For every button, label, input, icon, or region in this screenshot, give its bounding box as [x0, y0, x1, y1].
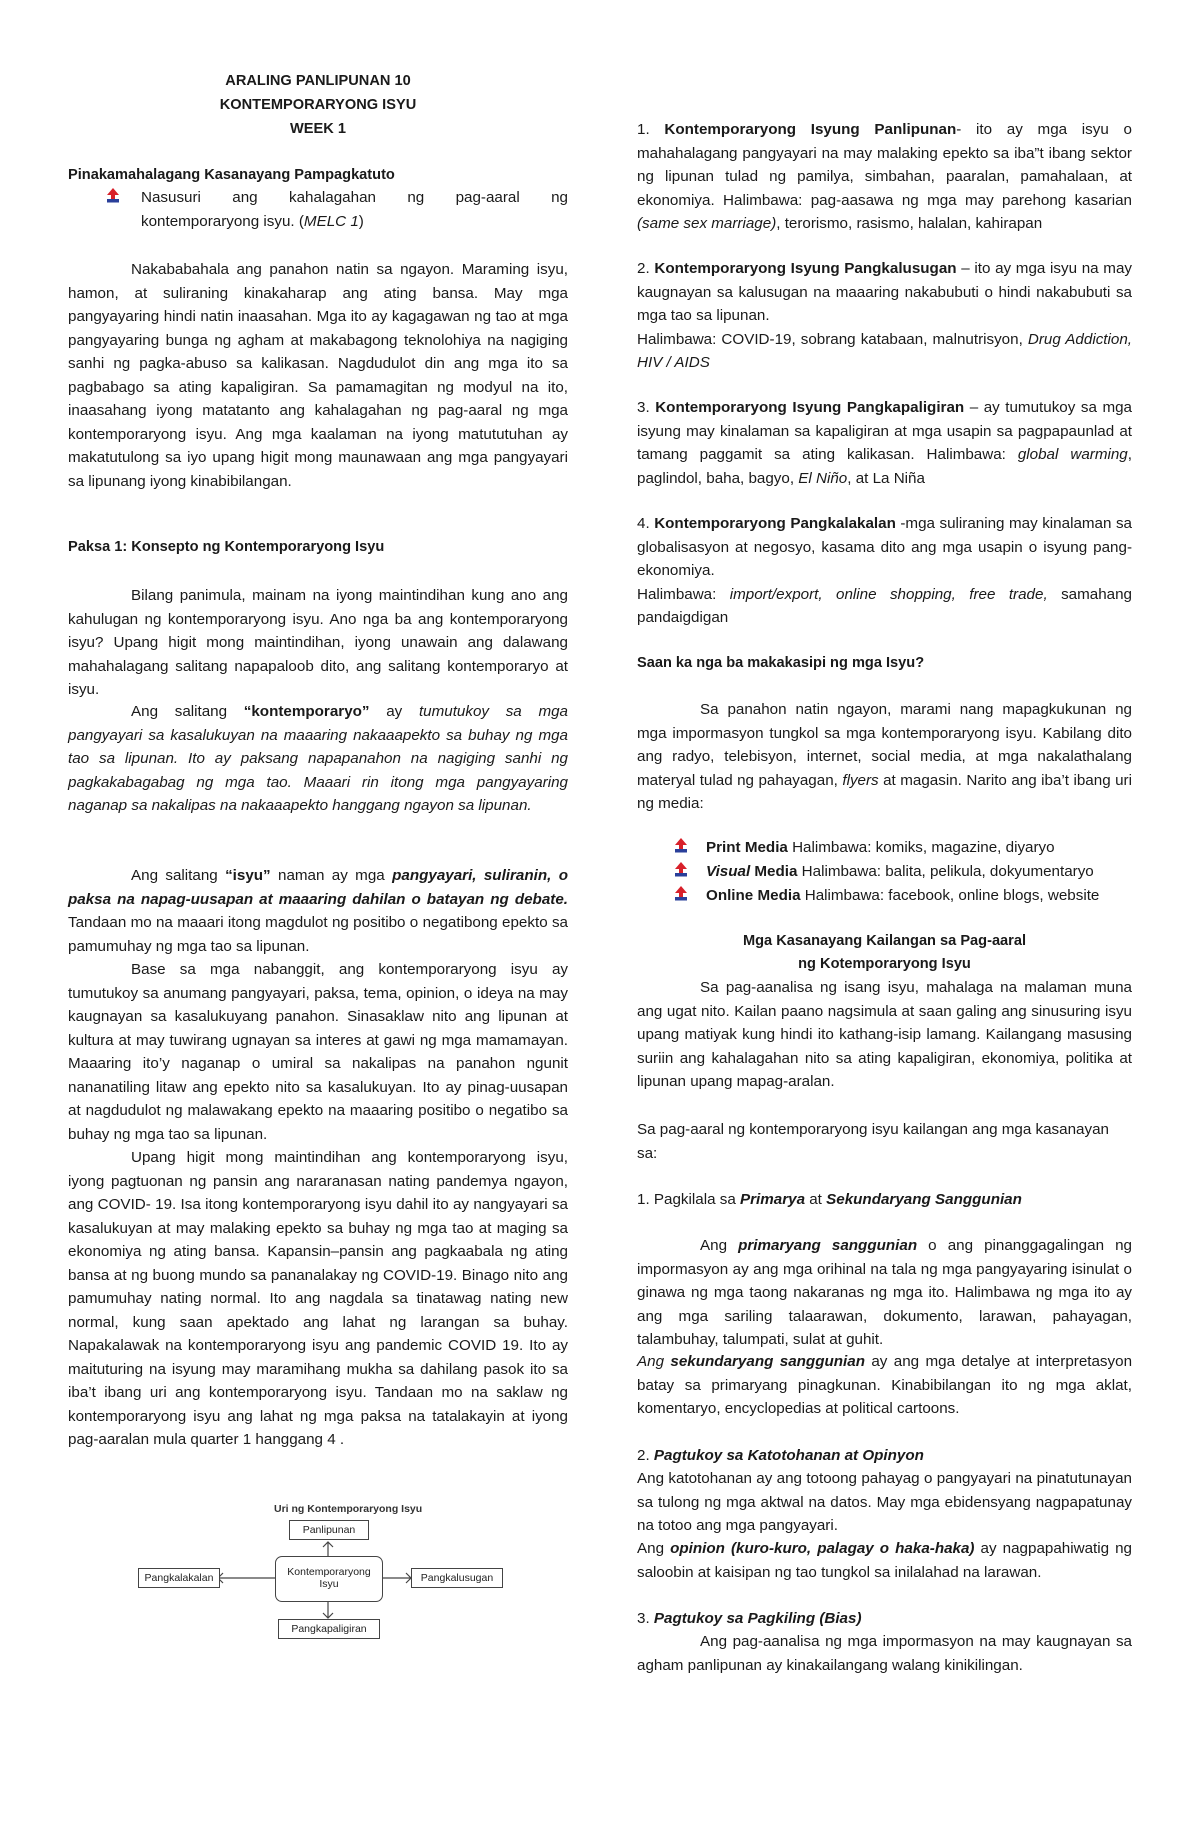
- paksa-paragraph-5: Upang higit mong maintindihan ang kontemporaryong isyu, iyong pagtuonan ng pansin ang nararanasan nating pandemya ngayon, ang COVID- 19. Isa itong kontemporaryong isyu dahil ito ay nangyayari sa kasalukuyan at may malaking epekto sa buhay ng mga tao at maging sa ekonomiya ng ating bansa. Kapansin–pansin ang pagkaabala ng ating bansa at ng buong mundo sa pananalakay ng COVID-19. Binago nito ang pamumuhay nating normal. Ito ang nagdala sa tinatawag nating new normal, kung saan apektado ang lahat ng larangan sa buhay. Napakalawak na kontemporaryong isyu ang pandemic COVID 19. Ito ay maituturing na isyung may maramihang mukha sa dahilang pasok ito sa iba’t ibang uri ang kontemporaryong isyu. Tandaan mo na saklaw ng kontemporaryong isyu ang lahat ng mga paksa na tatalakayin at iyong pag-aaralan mula quarter 1 hanggang 4 .: [68, 1149, 568, 1448]
- skill-2-heading: 2. Pagtukoy sa Katotohanan at Opinyon: [637, 1447, 924, 1464]
- arrow-bullet-icon: [104, 187, 124, 207]
- types-diagram: [138, 1498, 528, 1648]
- intro-paragraph: Nakababahala ang panahon natin sa ngayon. Maraming isyu, hamon, at suliraning kinakaharap ang ating bansa. May mga pangyayaring hindi natin inaasahan. Mga ito ay kagagawan ng tao at mga pangyayaring bunga ng agham at makabagong teknolohiya na nagiging sanhi ng pagka-abuso sa kalikasan. Nagdudulot din ang mga ito sa pagbabago sa ating kapaligiran. Sa pamamagitan ng modyul na ito, inaasahang iyong matatanto ang kahalagahan ng pag-aaral ng mga kontemporaryong isyu. Ang mga kaalaman na iyong matututuhan ay makatutulong sa iyo upang higit mong maunawaan ang mga pangyayari sa lipunang iyong kinabibilangan.: [68, 261, 568, 490]
- type-1-panlipunan: 1. Kontemporaryong Isyung Panlipunan- ito ay mga isyu o mahahalagang pangyayari na may malaking epekto sa iba”t ibang sektor ng lipunan tulad ng pamilya, simbahan, paaralan, pamahalaan, at ekonomiya. Halimbawa: pag-aasawa ng mga may parehong kasarian (same sex marriage), terorismo, rasismo, halalan, kahirapan: [637, 121, 1132, 232]
- diagram-node-pangkapaligiran: Pangkapaligiran: [278, 1619, 380, 1639]
- arrow-bullet-icon: [672, 837, 692, 857]
- fact-paragraph: Ang katotohanan ay ang totoong pahayag o pangyayari na pinatutunayan sa tulong ng mga aktwal na datos. May mga ebidensyang nagpapatunay na totoo ang mga pangyayari.: [637, 1470, 1132, 1534]
- skills-paragraph-1: Sa pag-aanalisa ng isang isyu, mahalaga na malaman muna ang ugat nito. Kailan paano nagsimula at saan galing ang sinusuring isyu upang matiyak kung hindi ito kathang-isip lamang. Kailangang masusing suriin ang kahalagahan nito sa ating kapaligiran, ekonomiya, politika at lipunan upang mapag-aralan.: [637, 979, 1132, 1090]
- paksa-paragraph-1: Bilang panimula, mainam na iyong maintindihan kung ano ang kahulugan ng kontemporaryong isyu. Ano nga ba ang kontemporaryong isyu? Upang higit mong maintindihan, iyong unawain ang dalawang mahahalagang salitang napapaloob dito, ang salitang kontemporaryo at isyu.: [68, 587, 568, 698]
- diagram-node-panlipunan: Panlipunan: [289, 1520, 369, 1540]
- paksa-paragraph-2: Ang salitang “kontemporaryo” ay tumutukoy sa mga pangyayari sa kasalukuyan na maaaring nakaaapekto sa buhay ng mga tao sa lipunan. Ito ay paksang napapanahon na nagiging sanhi ng pagkakabagabag ng mga tao. Maaari rin itong mga pangyayaring naganap sa nakalipas na nakaaapekto hanggang ngayon sa lipunan.: [68, 703, 568, 814]
- arrow-bullet-icon: [672, 861, 692, 881]
- media-item-online: Online Media Halimbawa: facebook, online blogs, website: [672, 884, 1132, 907]
- opinion-paragraph: Ang opinion (kuro-kuro, palagay o haka-haka) ay nagpapahiwatig ng saloobin at kaisipan ng tao tungkol sa inilalahad na larawan.: [637, 1540, 1133, 1581]
- week-title: WEEK 1: [290, 121, 346, 137]
- sources-heading: Saan ka nga ba makakasipi ng mga Isyu?: [637, 655, 925, 671]
- skills-paragraph-2: Sa pag-aaral ng kontemporaryong isyu kailangan ang mga kasanayan sa:: [637, 1121, 1109, 1162]
- type-3-pangkapaligiran: 3. Kontemporaryong Isyung Pangkapaligiran – ay tumutukoy sa mga isyung may kinalaman sa kapaligiran at mga usapin sa pagpapaunlad at tamang paggamit sa ating kalikasan. Halimbawa: global warming, paglindol, baha, bagyo, El Niño, at La Niña: [637, 399, 1132, 487]
- skill-3-heading: 3. Pagtukoy sa Pagkiling (Bias): [637, 1610, 862, 1627]
- subject-title: ARALING PANLIPUNAN 10: [225, 73, 411, 89]
- paksa-heading: Paksa 1: Konsepto ng Kontemporaryong Isyu: [68, 539, 385, 555]
- paksa-paragraph-4: Base sa mga nabanggit, ang kontemporaryong isyu ay tumutukoy sa anumang pangyayari, paksa, tema, opinion, o ideya na may kaugnayan sa kasalukuyang panahon. Sinasaklaw nito ang lipunan at kultura at may tuwirang ugnayan sa interes at gawi ng mga mamamayan. Maaaring ito’y naganap o umiral sa nakalipas na panahon ngunit nananatiling litaw ang epekto nito sa kasalukuyan. Ito ay pinag-uusapan at nagdudulot ng malawakang epekto na maaaring positibo o negatibo sa buhay ng mga tao sa lipunan.: [68, 961, 568, 1143]
- skills-heading-1: Mga Kasanayang Kailangan sa Pag-aaral: [742, 933, 1027, 949]
- diagram-node-pangkalusugan: Pangkalusugan: [411, 1568, 503, 1588]
- sources-paragraph: Sa panahon natin ngayon, marami nang mapagkukunan ng mga impormasyon tungkol sa mga kontemporaryong isyu. Kabilang dito ang radyo, telebisyon, internet, social media, at mga nakalathalang materyal tulad ng pahayagan, flyers at magasin. Narito ang iba’t ibang uri ng media:: [637, 701, 1132, 812]
- competency-line1: Nasusuri ang kahalagahan ng pag-aaral ng: [141, 189, 568, 206]
- diagram-node-center: Kontemporaryong Isyu: [275, 1556, 383, 1602]
- competency-line2: kontemporaryong isyu. (MELC 1): [141, 213, 364, 230]
- skill-1-heading: 1. Pagkilala sa Primarya at Sekundaryang Sanggunian: [637, 1191, 1022, 1208]
- diagram-title: Uri ng Kontemporaryong Isyu: [274, 1503, 423, 1515]
- diagram-node-pangkalakalan: Pangkalakalan: [138, 1568, 220, 1588]
- topic-title: KONTEMPORARYONG ISYU: [219, 97, 417, 113]
- bias-paragraph: Ang pag-aanalisa ng mga impormasyon na may kaugnayan sa agham panlipunan ay kinakailangang walang kinikilingan.: [637, 1633, 1132, 1674]
- arrow-bullet-icon: [672, 885, 692, 905]
- skills-heading-2: ng Kotemporaryong Isyu: [798, 956, 971, 972]
- competency-heading: Pinakamahalagang Kasanayang Pampagkatuto: [68, 167, 395, 183]
- media-item-print: Print Media Halimbawa: komiks, magazine, diyaryo: [672, 836, 1132, 859]
- primary-source-paragraph: Ang primaryang sanggunian o ang pinanggagalingan ng impormasyon ay ang mga orihinal na tala ng mga pangyayaring isinulat o ginawa ng mga taong nakaranas ng mga ito. Halimbawa ng mga ito ay ang mga sariling talaarawan, dokumento, larawan, pahayagan, talambuhay, talumpati, sulat at guhit.: [637, 1237, 1132, 1348]
- media-item-visual: Visual Media Halimbawa: balita, pelikula, dokyumentaryo: [672, 860, 1132, 883]
- secondary-source-paragraph: Ang sekundaryang sanggunian ay ang mga detalye at interpretasyon batay sa primaryang pinagkunan. Kinabibilangan ito ng mga aklat, komentaryo, encyclopedias at political cartoons.: [637, 1353, 1133, 1417]
- type-2-pangkalusugan: 2. Kontemporaryong Isyung Pangkalusugan – ito ay mga isyu na may kaugnayan sa kalusugan na maaaring nakabubuti o hindi nakabubuti sa mga tao sa lipunan. Halimbawa: COVID-19, sobrang katabaan, malnutrisyon, Drug Addiction, HIV / AIDS: [637, 260, 1132, 371]
- type-4-pangkalakalan: 4. Kontemporaryong Pangkalakalan -mga suliraning may kinalaman sa globalisasyon at negosyo, kasama dito ang mga usapin o isyung pang-ekonomiya. Halimbawa: import/export, online shopping, free trade, samahang pandaigdigan: [637, 515, 1133, 626]
- paksa-paragraph-3: Ang salitang “isyu” naman ay mga pangyayari, suliranin, o paksa na napag-uusapan at maaaring dahilan o batayan ng debate. Tandaan mo na maaari itong magdulot ng positibo o negatibong epekto sa pamumuhay ng mga tao sa lipunan.: [68, 867, 568, 955]
